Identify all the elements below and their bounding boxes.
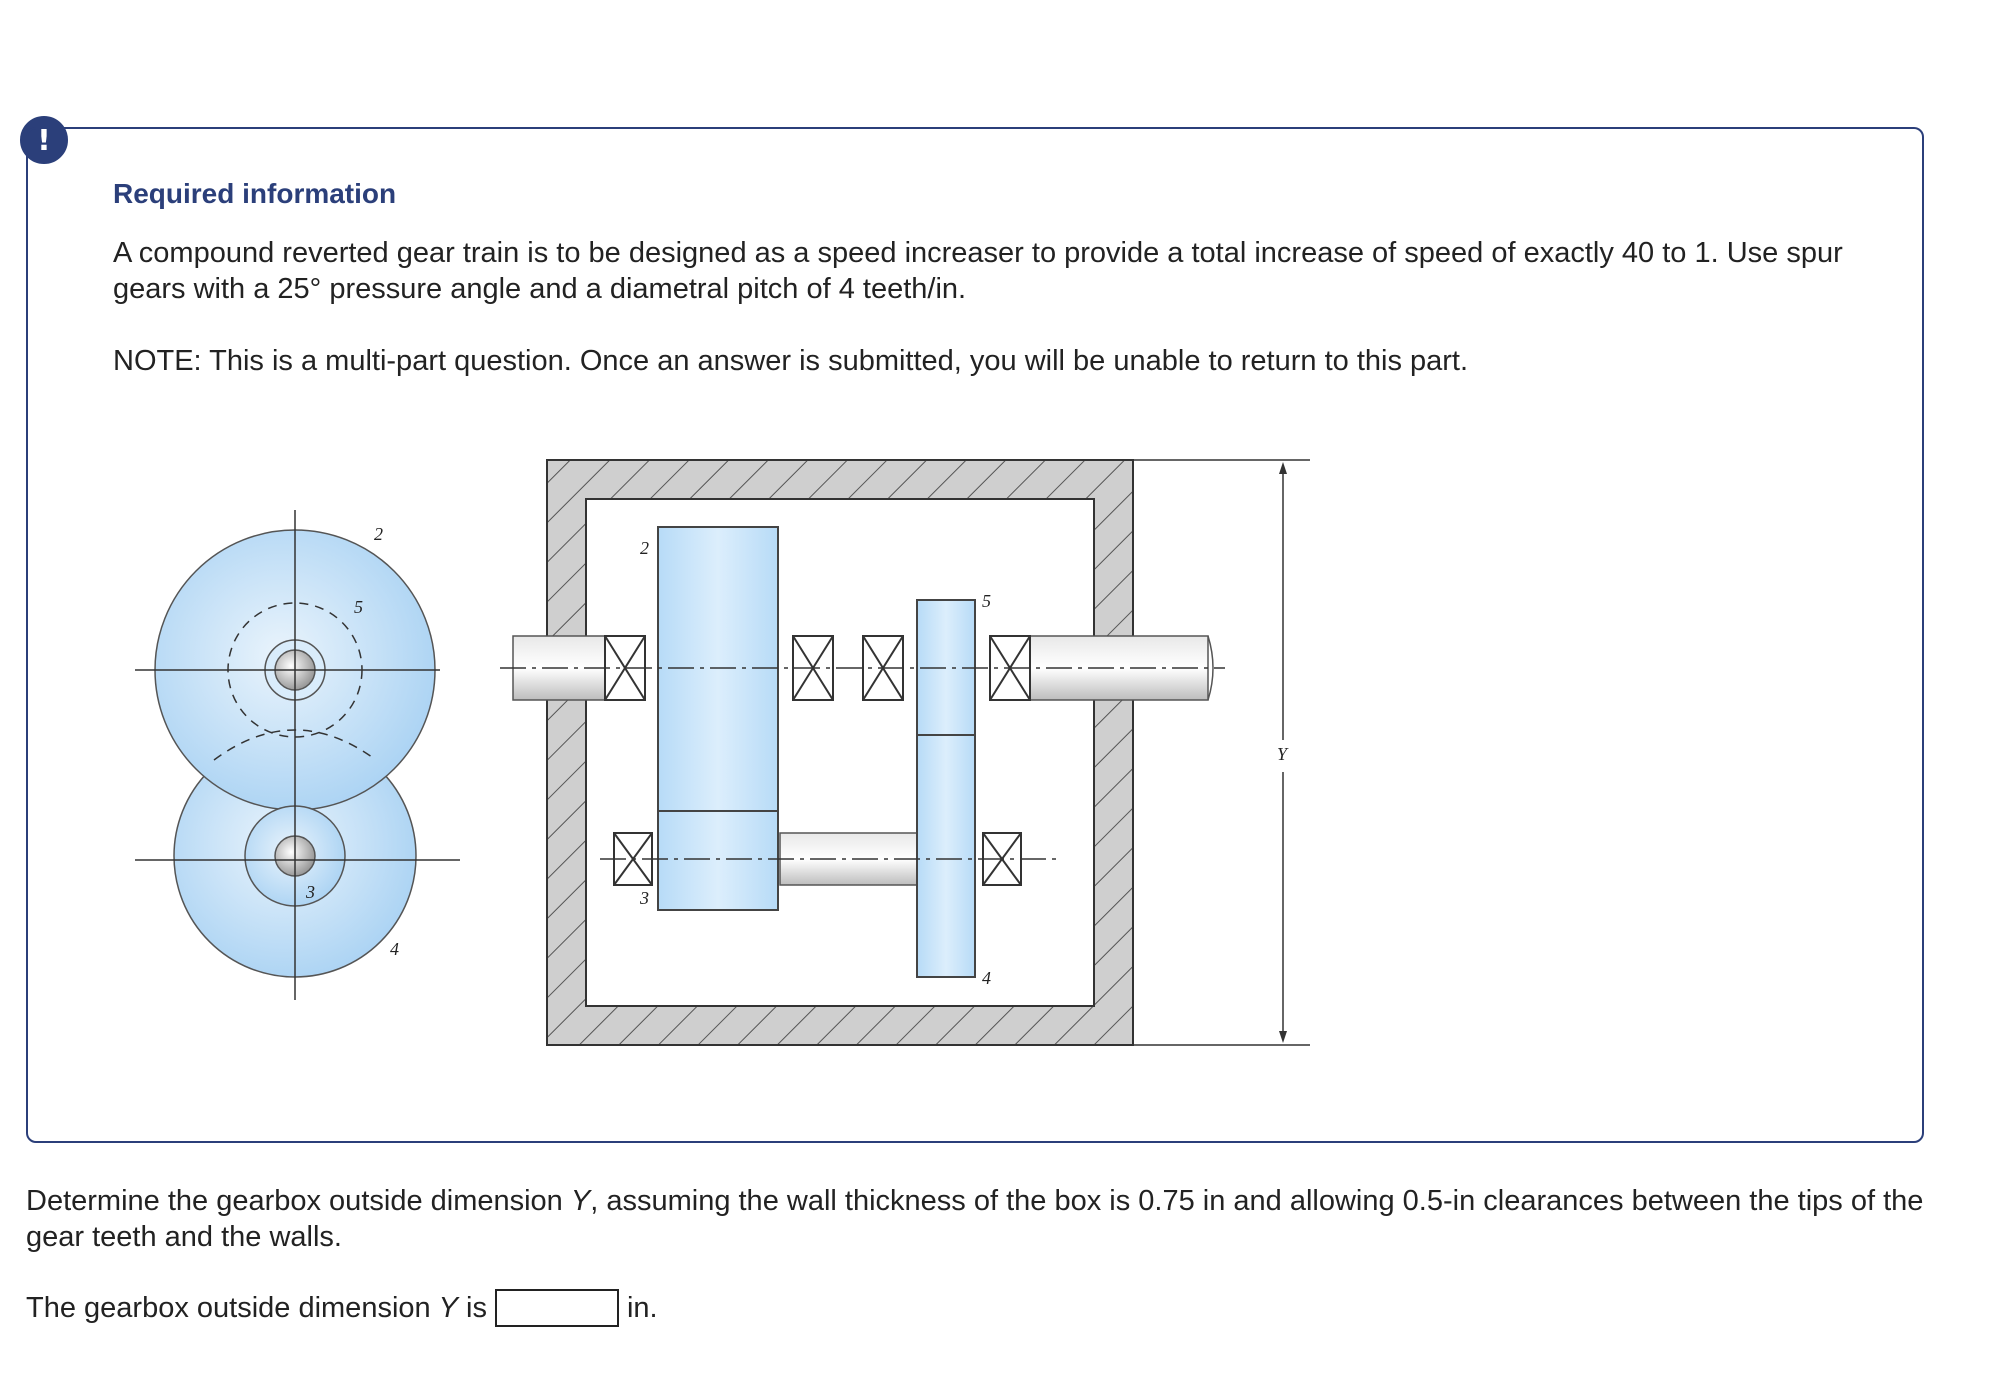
end-view — [135, 510, 460, 1000]
question-prefix: Determine the gearbox outside dimension — [26, 1185, 571, 1217]
end-label-2: 2 — [374, 524, 383, 544]
info-title: Required information — [113, 178, 397, 209]
gearbox-wall — [547, 460, 1133, 1045]
gear-3-section — [658, 811, 778, 910]
info-note: NOTE: This is a multi-part question. Once an answer is submitted, you will be unable to return to this part. — [113, 345, 1469, 377]
answer-prefix: The gearbox outside dimension — [26, 1292, 431, 1324]
gear-2-section — [658, 527, 778, 811]
exclamation-icon: ! — [37, 122, 51, 158]
answer-is: is — [457, 1292, 487, 1324]
end-label-5: 5 — [354, 597, 363, 617]
info-text: A compound reverted gear train is to be designed as a speed increaser to provide a total increase of speed of exactly 40 to 1. Use spur gears with a 25° pressure angle and a diametral pitch of 4 teeth/in. — [113, 237, 1843, 305]
question-var: Y — [570, 1185, 591, 1217]
gear-4-section — [917, 735, 975, 977]
section-label-3: 3 — [640, 888, 649, 908]
section-label-2: 2 — [640, 538, 649, 558]
question-suffix: , assuming the wall thickness of the box is 0.75 in and allowing 0.5-in clearances between the tips of the gear teeth and the walls. — [26, 1185, 1924, 1253]
answer-row — [26, 1288, 658, 1328]
end-label-4: 4 — [390, 939, 399, 959]
answer-input[interactable] — [495, 1289, 619, 1327]
answer-var: Y — [438, 1292, 458, 1324]
question-text — [26, 1183, 1926, 1255]
section-label-5: 5 — [982, 591, 991, 611]
end-label-3: 3 — [306, 882, 315, 902]
section-view — [500, 460, 1310, 1045]
section-label-4: 4 — [982, 968, 991, 988]
answer-unit: in. — [626, 1292, 658, 1324]
dimension-y-label: Y — [1277, 744, 1288, 764]
